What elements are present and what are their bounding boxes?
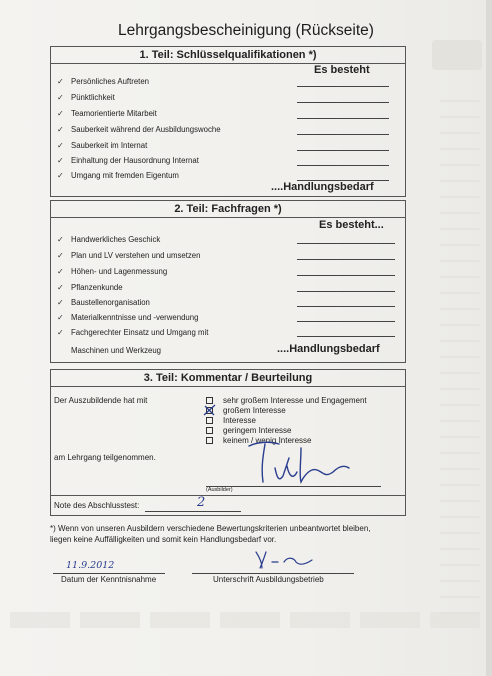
part1-heading: 1. Teil: Schlüsselqualifikationen *) bbox=[139, 49, 317, 61]
list-item: ✓ Plan und LV verstehen und umsetzen bbox=[57, 251, 201, 260]
list-item: ✓ Persönliches Auftreten bbox=[57, 77, 150, 86]
check-icon: ✓ bbox=[57, 141, 64, 150]
list-item: ✓ Fachgerechter Einsatz und Umgang mit bbox=[57, 328, 209, 337]
answer-line bbox=[297, 259, 395, 260]
date-value: 11.9.2012 bbox=[66, 560, 115, 571]
check-icon: ✓ bbox=[57, 298, 64, 307]
answer-line bbox=[297, 306, 395, 307]
option-item: keinem / wenig Interesse bbox=[206, 436, 312, 445]
check-icon: ✓ bbox=[57, 77, 64, 86]
signer-label: (Ausbilder) bbox=[206, 487, 233, 493]
part2-heading: 2. Teil: Fachfragen *) bbox=[174, 203, 282, 215]
part2-box bbox=[50, 200, 406, 363]
list-item: ✓ Pflanzenkunde bbox=[57, 283, 123, 292]
check-icon: ✓ bbox=[57, 251, 64, 260]
list-item: ✓ Umgang mit fremden Eigentum bbox=[57, 171, 179, 180]
list-item: ✓ Einhaltung der Hausordnung Internat bbox=[57, 156, 199, 165]
check-icon: ✓ bbox=[57, 93, 64, 102]
list-item: ✓ Pünktlichkeit bbox=[57, 93, 115, 102]
company-sign-label: Unterschrift Ausbildungsbetrieb bbox=[213, 575, 324, 584]
page-edge bbox=[486, 0, 492, 676]
watermark-logo bbox=[432, 40, 482, 70]
date-line bbox=[53, 573, 165, 574]
part1-column-label: Es besteht bbox=[314, 64, 370, 76]
answer-line bbox=[297, 165, 389, 166]
part3-intro: Der Auszubildende hat mit bbox=[54, 396, 148, 405]
date-label: Datum der Kenntnisnahme bbox=[61, 575, 157, 584]
watermark-footer bbox=[10, 612, 480, 628]
answer-line bbox=[297, 86, 389, 87]
check-icon: ✓ bbox=[57, 156, 64, 165]
trainer-signature bbox=[239, 438, 359, 486]
part1-box bbox=[50, 46, 406, 197]
part3-divider bbox=[51, 386, 405, 387]
list-item: ✓ Sauberkeit im Internat bbox=[57, 141, 148, 150]
option-item: Interesse bbox=[206, 416, 256, 425]
answer-line bbox=[297, 275, 395, 276]
part3-outro: am Lehrgang teilgenommen. bbox=[54, 453, 156, 462]
answer-line bbox=[297, 102, 389, 103]
footnote-line-2: liegen keine Auffälligkeiten und somit kein Handlungsbedarf vor. bbox=[50, 535, 277, 544]
answer-line bbox=[297, 321, 395, 322]
selection-mark bbox=[202, 403, 218, 417]
check-icon: ✓ bbox=[57, 283, 64, 292]
company-sign-line bbox=[192, 573, 354, 574]
option-item: großem Interesse bbox=[206, 406, 286, 415]
answer-line bbox=[297, 336, 395, 337]
company-signature bbox=[250, 548, 320, 572]
check-icon: ✓ bbox=[57, 125, 64, 134]
check-icon: ✓ bbox=[57, 267, 64, 276]
checkbox-icon bbox=[206, 427, 213, 434]
part2-footer-label: ....Handlungsbedarf bbox=[277, 343, 380, 355]
part3-box bbox=[50, 369, 406, 516]
checkbox-icon bbox=[206, 437, 213, 444]
list-item: ✓ Sauberkeit während der Ausbildungswoche bbox=[57, 125, 221, 134]
page-title: Lehrgangsbescheinigung (Rückseite) bbox=[118, 22, 374, 39]
list-item: ✓ Höhen- und Lagenmessung bbox=[57, 267, 168, 276]
option-item: geringem Interesse bbox=[206, 426, 291, 435]
watermark-stripes bbox=[440, 100, 480, 620]
check-icon: ✓ bbox=[57, 235, 64, 244]
answer-line bbox=[297, 150, 389, 151]
part3-grade-divider bbox=[51, 495, 405, 496]
part2-column-label: Es besteht... bbox=[319, 219, 384, 231]
list-item: ✓ Materialkenntnisse und -verwendung bbox=[57, 313, 199, 322]
answer-line bbox=[297, 291, 395, 292]
list-item: ✓ Handwerkliches Geschick bbox=[57, 235, 161, 244]
checkbox-icon bbox=[206, 417, 213, 424]
grade-line bbox=[145, 511, 241, 512]
check-icon: ✓ bbox=[57, 109, 64, 118]
answer-line bbox=[297, 243, 395, 244]
check-icon: ✓ bbox=[57, 328, 64, 337]
footnote-line-1: *) Wenn von unseren Ausbildern verschiedene Bewertungskriterien unbeantwortet bleiben, bbox=[50, 524, 371, 533]
option-item: sehr großem Interesse und Engagement bbox=[206, 396, 367, 405]
list-item: ✓ Baustellenorganisation bbox=[57, 298, 150, 307]
part2-divider bbox=[51, 217, 405, 218]
list-item: ✓ Teamorientierte Mitarbeit bbox=[57, 109, 157, 118]
grade-value: 2 bbox=[197, 495, 206, 510]
part3-heading: 3. Teil: Kommentar / Beurteilung bbox=[143, 372, 313, 384]
check-icon: ✓ bbox=[57, 171, 64, 180]
list-item-continuation: Maschinen und Werkzeug bbox=[71, 346, 162, 355]
answer-line bbox=[297, 134, 389, 135]
answer-line bbox=[297, 118, 389, 119]
grade-label: Note des Abschlusstest: bbox=[54, 501, 140, 510]
part1-footer-label: ....Handlungsbedarf bbox=[271, 181, 374, 193]
check-icon: ✓ bbox=[57, 313, 64, 322]
